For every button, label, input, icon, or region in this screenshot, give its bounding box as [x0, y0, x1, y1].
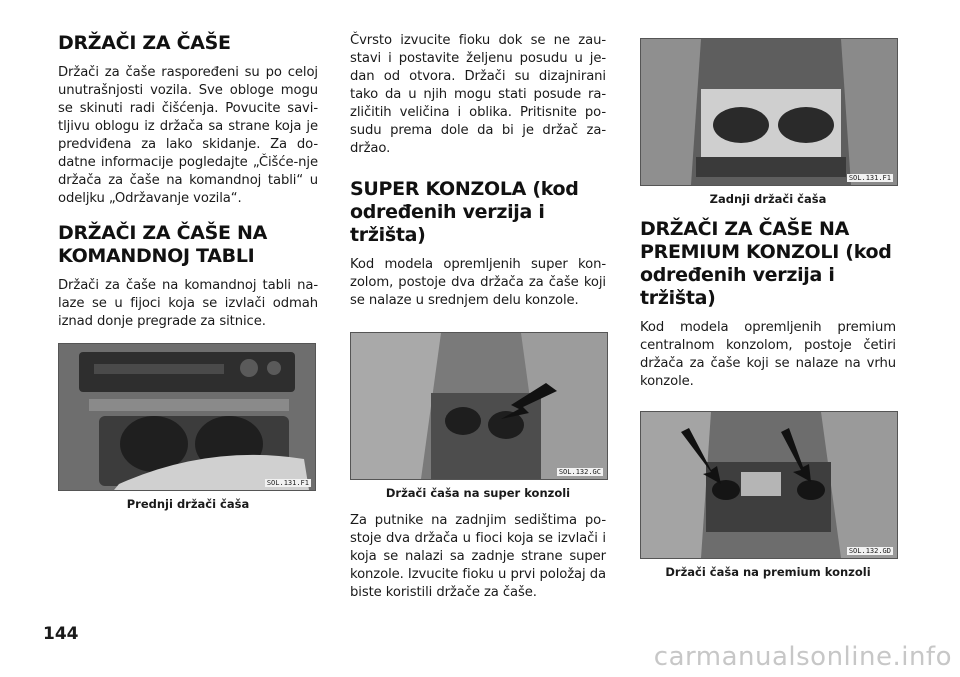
page-number: 144 [43, 624, 79, 644]
rear-cupholders-illustration [641, 39, 897, 185]
heading-cupholders: DRŽAČI ZA ČAŠE [58, 32, 231, 54]
heading-dashboard-cupholders: DRŽAČI ZA ČAŠE NA KOMANDNOJ TABLI [58, 222, 268, 267]
paragraph-drawer-instructions: Čvrsto izvucite fioku dok se ne zau-stavi i postavite željenu posudu u je-dan od otvora. Držači su dizajnirani tako da u njih mogu stati posude ra-zličitih veličina i oblika. Pritisnite po-sudu prema dole da bi je držač za-držao. [350, 33, 606, 156]
paragraph-dashboard-cupholders: Držači za čaše na komandnoj tabli na-laze se u fijoci koja se izvlači odmah iznad donje pregrade za sitnice. [58, 278, 318, 329]
caption-front-cupholders: Prednji držači čaša [126, 497, 250, 511]
photo-code: SOL.131.F1 [848, 174, 891, 182]
photo-code: SOL.132.GD [848, 547, 891, 555]
photo-code: SOL.131.F1 [266, 479, 309, 487]
photo-front-cupholders [58, 343, 316, 491]
photo-rear-cupholders [640, 38, 898, 186]
watermark: carmanualsonline.info [653, 642, 952, 672]
photo-premium-console-cupholders [640, 411, 898, 559]
paragraph-super-console: Kod modela opremljenih super kon-zolom, postoje dva držača za čaše koji se nalaze u srednjem delu konzole. [350, 257, 606, 308]
column-right [640, 38, 896, 591]
super-console-illustration [351, 333, 607, 479]
paragraph-cupholders-intro: Držači za čaše raspoređeni su po celoj unutrašnjosti vozila. Sve obloge mogu se skinuti radi čišćenja. Povucite savi-tljivu oblogu iz držača sa strane koja je predviđena za lako skidanje. Za do-datne informacije pogledajte „Čišće-nje držača za čaše na komandnoj tabli“ u odeljku „Održavanje vozila“. [58, 65, 318, 206]
paragraph-premium-console: Kod modela opremljenih premium centralnom konzolom, postoje četiri držača za čaše koji se nalaze na vrhu konzole. [640, 320, 896, 389]
caption-premium-console-cupholders: Držači čaša na premium konzoli [665, 565, 871, 579]
photo-super-console-cupholders [350, 332, 608, 480]
column-middle [350, 32, 606, 614]
heading-premium-console: DRŽAČI ZA ČAŠE NA PREMIUM KONZOLI (kod određenih verzija i tržišta) [640, 218, 892, 309]
photo-code: SOL.132.GC [558, 468, 601, 476]
heading-super-console: SUPER KONZOLA (kod određenih verzija i tržišta) [350, 178, 579, 246]
premium-console-illustration [641, 412, 897, 558]
caption-super-console-cupholders: Držači čaša na super konzoli [385, 486, 571, 500]
caption-rear-cupholders: Zadnji držači čaša [709, 192, 827, 206]
front-cupholders-illustration [59, 344, 315, 490]
column-left [58, 32, 318, 523]
paragraph-rear-drawer: Za putnike na zadnjim sedištima po-stoje dva držača u fioci koja se izvlači i koja se nalazi sa zadnje strane super konzole. Izvucite fioku u prvi položaj da biste koristili držače za čaše. [350, 513, 606, 600]
